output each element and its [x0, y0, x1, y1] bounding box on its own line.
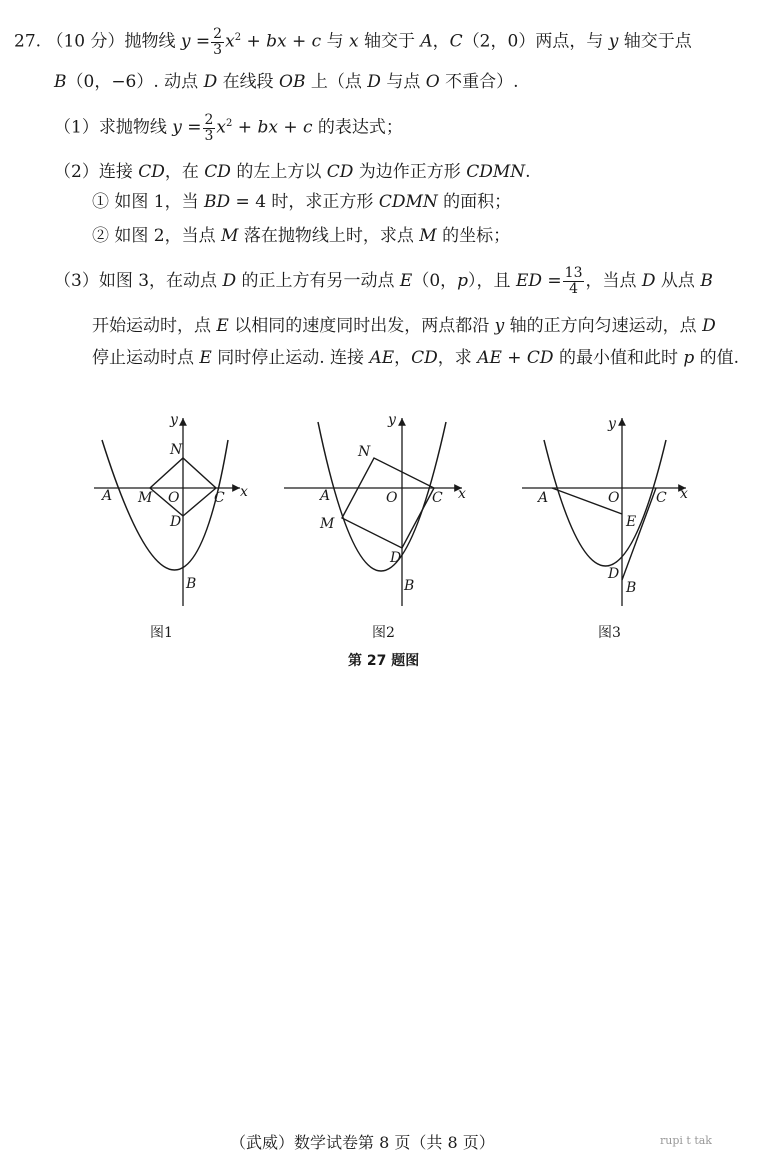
segment-CD [622, 488, 656, 580]
label-B: B [404, 578, 415, 594]
part-3-line-3: 停止运动时点 E 同时停止运动. 连接 AE，CD，求 AE + CD 的最小值和此时 p 的值. [92, 348, 740, 368]
figure-2-caption: 图2 [372, 625, 395, 641]
label-B: B [186, 576, 197, 592]
part-2: （2）连接 CD，在 CD 的左上方以 CD 为边作正方形 CDMN. [54, 162, 531, 182]
label-O: O [386, 490, 398, 506]
fraction: $\frac{13}{4}$ [564, 265, 583, 297]
part-1-label: （1） [54, 117, 99, 138]
part-3-line-2: 开始运动时，点 E 以相同的速度同时出发，两点都沿 y 轴的正方向匀速运动，点 D [92, 316, 716, 336]
parabola [102, 440, 228, 570]
part-2-label: （2） [54, 162, 99, 182]
label-C: C [432, 490, 443, 506]
label-M: M [138, 490, 153, 506]
label-A: A [538, 490, 549, 506]
label-y: y [388, 412, 396, 428]
label-x: x [240, 484, 248, 500]
part-3: （3）如图 3，在动点 D 的正上方有另一动点 E（0，p），且 ED = $\frac{13}{4}$ ，当点 D 从点 B [54, 265, 713, 297]
figure-1 [90, 410, 260, 610]
label-B: B [626, 580, 637, 596]
part-2-sub-2: ② 如图 2，当点 M 落在抛物线上时，求点 M 的坐标； [92, 226, 511, 246]
figure-3 [520, 410, 690, 610]
label-O: O [608, 490, 620, 506]
part-3-label: （3） [54, 271, 99, 291]
problem-points: （10 分） [46, 31, 125, 52]
problem-line-2: B（0，−6）. 动点 D 在线段 OB 上（点 D 与点 O 不重合）. [54, 72, 519, 92]
label-C: C [214, 490, 225, 506]
figure-3-caption: 图3 [598, 625, 621, 641]
label-y: y [608, 416, 616, 432]
label-A: A [320, 488, 331, 504]
label-D: D [170, 514, 182, 530]
label-N: N [358, 444, 371, 460]
figure-2 [282, 410, 472, 610]
label-M: M [320, 516, 335, 532]
parabola [318, 422, 446, 571]
label-y: y [170, 412, 178, 428]
fraction: $\frac{2}{3}$ [213, 25, 223, 58]
fraction: $\frac{2}{3}$ [204, 111, 214, 144]
corner-mark: rupi t tak [660, 1134, 712, 1147]
label-E: E [626, 514, 637, 530]
label-x: x [680, 486, 688, 502]
problem-number: 27. [14, 31, 42, 52]
label-D: D [608, 566, 620, 582]
parabola [544, 440, 666, 566]
problem-line-1: 27. （10 分）抛物线 y = $\frac{2}{3}$ $x^2$ + bx + c 与 x 轴交于 A，C（2，0）两点，与 y 轴交于点 [14, 25, 692, 58]
label-D: D [390, 550, 402, 566]
figures-title: 第 27 题图 [348, 653, 420, 669]
label-A: A [102, 488, 113, 504]
label-x: x [458, 486, 466, 502]
figure-1-caption: 图1 [150, 625, 173, 641]
part-2-sub-1: ① 如图 1，当 BD = 4 时，求正方形 CDMN 的面积； [92, 192, 512, 212]
label-O: O [168, 490, 180, 506]
label-C: C [656, 490, 667, 506]
label-N: N [170, 442, 183, 458]
part-1: （1）求抛物线 y = $\frac{2}{3}$ $x^2$ + bx + c 的表达式； [54, 111, 403, 144]
page-footer: （武威）数学试卷第 8 页（共 8 页） [230, 1133, 495, 1152]
